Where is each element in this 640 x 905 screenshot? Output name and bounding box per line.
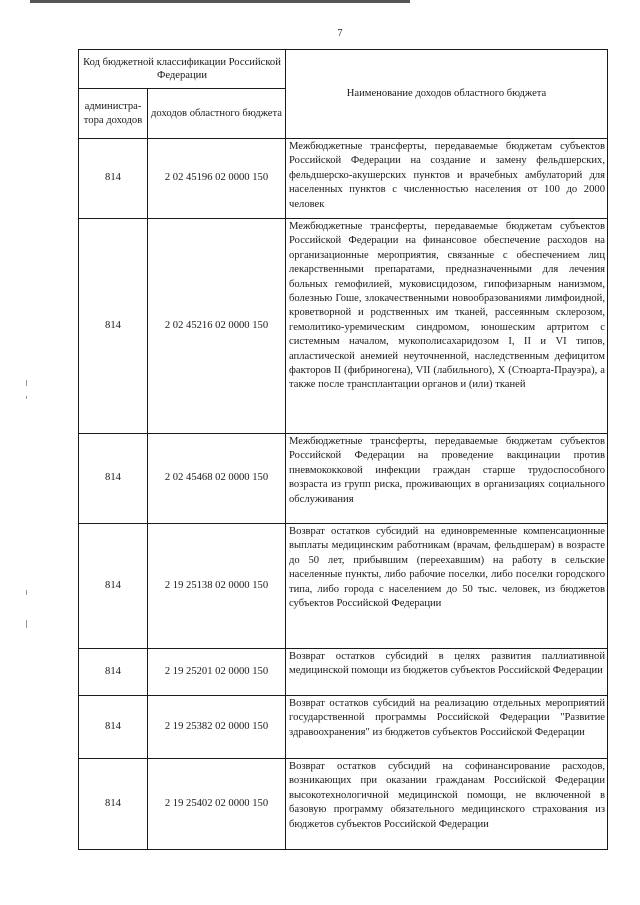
income-code: 2 19 25402 02 0000 150 bbox=[148, 759, 286, 850]
binding-margin-mark bbox=[26, 620, 27, 628]
administrator-code: 814 bbox=[79, 524, 148, 649]
table-row bbox=[79, 434, 608, 524]
administrator-code: 814 bbox=[79, 696, 148, 759]
header-administrator: администра-тора доходов bbox=[79, 89, 148, 139]
income-code: 2 19 25382 02 0000 150 bbox=[148, 696, 286, 759]
administrator-code: 814 bbox=[79, 434, 148, 524]
income-name: Возврат остатков субсидий на софинансирование расходов, возникающих при оказании гражданам Российской Федерации высокотехнологичной медицинской помощи, не включенной в базовую программу обязательного медицинского страхования из бюджетов субъектов Российской Федерации bbox=[286, 759, 608, 850]
administrator-code: 814 bbox=[79, 219, 148, 434]
income-name: Возврат остатков субсидий на единовременные компенсационные выплаты медицинским работникам (врачам, фельдшерам) в возрасте до 50 лет, прибывшим (переехавшим) на работу в сельские населенные пункты, либо рабочие поселки, либо поселки городского типа, либо города с населением до 50 тыс. человек, из бюджетов субъектов Российской Федерации bbox=[286, 524, 608, 649]
budget-income-table bbox=[78, 49, 608, 850]
table-row bbox=[79, 649, 608, 696]
administrator-code: 814 bbox=[79, 649, 148, 696]
income-code: 2 19 25201 02 0000 150 bbox=[148, 649, 286, 696]
page-number: 7 bbox=[337, 28, 343, 39]
table-row bbox=[79, 696, 608, 759]
income-code: 2 19 25138 02 0000 150 bbox=[148, 524, 286, 649]
income-code: 2 02 45216 02 0000 150 bbox=[148, 219, 286, 434]
income-code: 2 02 45196 02 0000 150 bbox=[148, 139, 286, 219]
binding-margin-mark bbox=[26, 396, 27, 399]
binding-margin-mark bbox=[26, 590, 27, 595]
income-code: 2 02 45468 02 0000 150 bbox=[148, 434, 286, 524]
income-name: Межбюджетные трансферты, передаваемые бюджетам субъектов Российской Федерации на создание и замену фельдшерских, фельдшерско-акушерских пунктов и врачебных амбулаторий для населенных пунктов с численностью населения от 100 до 2000 человек bbox=[286, 139, 608, 219]
table-row bbox=[79, 139, 608, 219]
income-name: Межбюджетные трансферты, передаваемые бюджетам субъектов Российской Федерации на проведение вакцинации против пневмококковой инфекции граждан старше трудоспособного возраста из групп риска, проживающих в организациях социального обслуживания bbox=[286, 434, 608, 524]
table-header-row bbox=[79, 50, 608, 89]
header-classification-code: Код бюджетной классификации Российской Федерации bbox=[79, 50, 286, 89]
table-row bbox=[79, 219, 608, 434]
income-name: Возврат остатков субсидий в целях развития паллиативной медицинской помощи из бюджетов субъектов Российской Федерации bbox=[286, 649, 608, 696]
top-rule bbox=[30, 0, 410, 3]
income-name: Межбюджетные трансферты, передаваемые бюджетам субъектов Российской Федерации на финансовое обеспечение расходов на организационные мероприятия, связанные с обеспечением лиц лекарственными препаратами, предназначенными для лечения больных гемофилией, муковисцидозом, гипофизарным нанизмом, болезнью Гоше, злокачественными новообразованиями лимфоидной, кроветворной и родственных им тканей, рассеянным склерозом, гемолитико-уремическим синдромом, юношеским артритом с системным началом, мукополисахаридозом I, II и VI типов, апластической анемией неуточненной, наследственным дефицитом факторов II (фибриногена), VII (лабильного), X (Стюарта-Прауэра), а также после трансплантации органов и (или) тканей bbox=[286, 219, 608, 434]
administrator-code: 814 bbox=[79, 759, 148, 850]
table-row bbox=[79, 524, 608, 649]
income-name: Возврат остатков субсидий на реализацию отдельных мероприятий государственной программы Российской Федерации "Развитие здравоохранения" из бюджетов субъектов Российской Федерации bbox=[286, 696, 608, 759]
table-row bbox=[79, 759, 608, 850]
administrator-code: 814 bbox=[79, 139, 148, 219]
binding-margin-mark bbox=[26, 380, 27, 386]
header-regional-income: доходов областного бюджета bbox=[148, 89, 286, 139]
header-income-name: Наименование доходов областного бюджета bbox=[286, 50, 608, 139]
